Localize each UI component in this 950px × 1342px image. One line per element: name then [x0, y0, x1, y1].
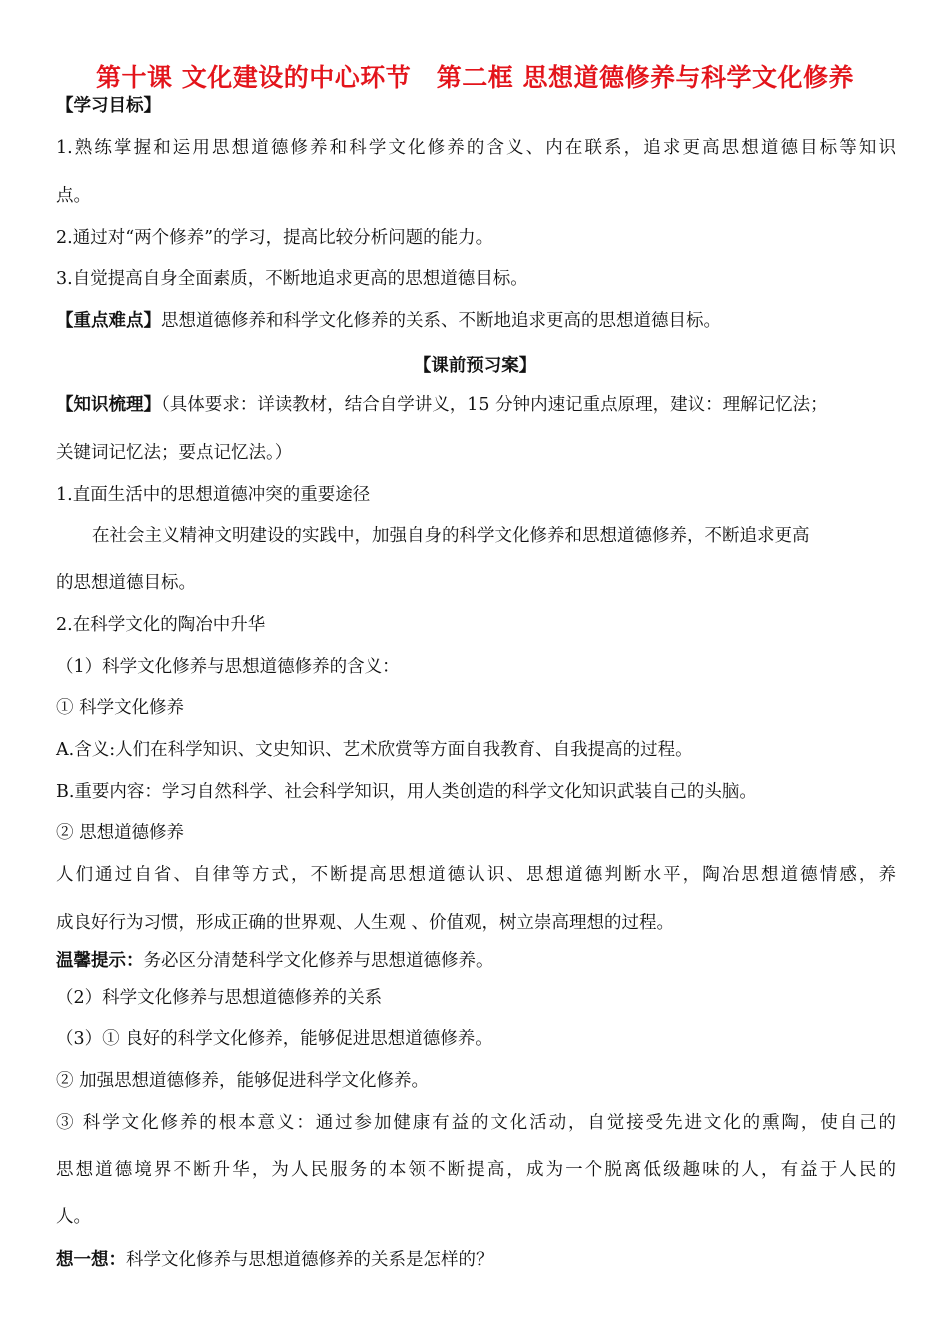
knowledge-line-2: 关键词记忆法；要点记忆法。） — [56, 443, 293, 463]
knowledge-line-1 — [56, 394, 896, 416]
think-question — [56, 1249, 896, 1271]
section-1-para-line-2: 的思想道德目标。 — [56, 573, 196, 593]
warm-tip-label: 温馨提示： — [56, 951, 144, 971]
subsection-3: （3）① 良好的科学文化修养，能够促进思想道德修养。 — [56, 1029, 493, 1049]
goals-heading: 【学习目标】 — [56, 96, 161, 116]
knowledge-requirements: （具体要求：详读教材，结合自学讲义，15 分钟内速记重点原理，建议：理解记忆法； — [161, 395, 828, 415]
relation-3-line-2: 思想道德境界不断升华，为人民服务的本领不断提高，成为一个脱离低级趣味的人，有益于人民的 — [56, 1160, 896, 1180]
section-1-para-line-1: 在社会主义精神文明建设的实践中，加强自身的科学文化修养和思想道德修养，不断追求更高 — [92, 526, 810, 546]
relation-3-line-3: 人。 — [56, 1207, 91, 1227]
moral-line-1: 人们通过自省、自律等方式，不断提高思想道德认识、思想道德判断水平，陶冶思想道德情感，养 — [56, 865, 896, 885]
section-1-heading: 1.直面生活中的思想道德冲突的重要途径 — [56, 485, 371, 505]
relation-3-line-1: ③ 科学文化修养的根本意义：通过参加健康有益的文化活动，自觉接受先进文化的熏陶，使自己的 — [56, 1113, 896, 1133]
key-points — [56, 310, 896, 332]
think-label: 想一想： — [56, 1250, 126, 1270]
key-points-text: 思想道德修养和科学文化修养的关系、不断地追求更高的思想道德目标。 — [161, 311, 721, 331]
relation-2: ② 加强思想道德修养，能够促进科学文化修养。 — [56, 1071, 430, 1091]
warm-tip-text: 务必区分清楚科学文化修养与思想道德修养。 — [143, 951, 494, 971]
goal-3: 3.自觉提高自身全面素质，不断地追求更高的思想道德目标。 — [56, 269, 528, 289]
preview-heading: 【课前预习案】 — [413, 356, 537, 376]
item-science-culture: ① 科学文化修养 — [56, 698, 185, 718]
section-2-heading: 2.在科学文化的陶冶中升华 — [56, 615, 266, 635]
subsection-1: （1）科学文化修养与思想道德修养的含义： — [56, 657, 400, 677]
goal-1-line-1: 1.熟练掌握和运用思想道德修养和科学文化修养的含义、内在联系，追求更高思想道德目标等知识 — [56, 138, 896, 158]
key-points-label: 【重点难点】 — [56, 311, 161, 331]
subsection-2: （2）科学文化修养与思想道德修养的关系 — [56, 988, 383, 1008]
goal-1-line-2: 点。 — [56, 186, 91, 206]
item-b-content: B.重要内容：学习自然科学、社会科学知识，用人类创造的科学文化知识武装自己的头脑。 — [56, 782, 757, 802]
page-title: 第十课 文化建设的中心环节 第二框 思想道德修养与科学文化修养 — [96, 63, 854, 92]
goal-2: 2.通过对“两个修养”的学习，提高比较分析问题的能力。 — [56, 228, 494, 248]
moral-line-2: 成良好行为习惯，形成正确的世界观、人生观 、价值观，树立崇高理想的过程。 — [56, 913, 675, 933]
item-moral: ② 思想道德修养 — [56, 823, 185, 843]
warm-tip — [56, 950, 896, 972]
item-a-meaning: A.含义:人们在科学知识、文史知识、艺术欣赏等方面自我教育、自我提高的过程。 — [56, 740, 693, 760]
knowledge-label: 【知识梳理】 — [56, 395, 161, 415]
think-text: 科学文化修养与思想道德修养的关系是怎样的？ — [126, 1250, 494, 1270]
